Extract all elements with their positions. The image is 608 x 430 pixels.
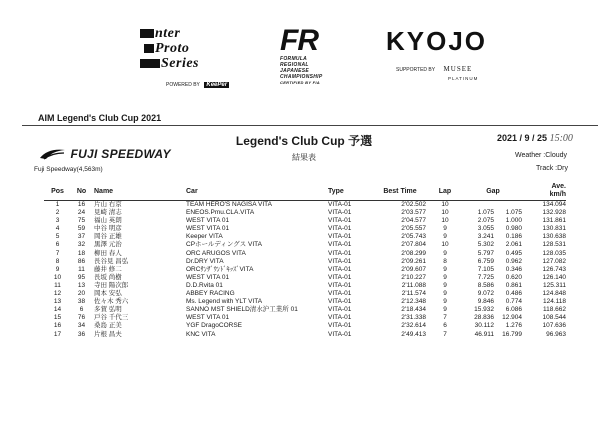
cell-name: 黒澤 元治 [94,241,122,249]
cell-lap: 6 [443,322,447,330]
cell-car: KNC VITA [186,330,216,338]
col-lap: Lap [426,182,464,201]
cell-pos: 14 [53,306,62,314]
cell-pos: 13 [53,298,62,306]
cell-name: 寺田 陽次郎 [94,281,129,289]
cell-best: 2'05.743 [401,233,426,241]
cell-lap: 9 [443,233,447,241]
cell-ave: 127.082 [542,257,566,265]
cell-name: 岡本 安弘 [94,290,122,298]
cell-no: 75 [77,217,86,225]
cell-gap1: 5.797 [477,249,494,257]
cell-type: VITA-01 [328,217,352,225]
table-row [44,266,566,274]
cell-type: VITA-01 [328,298,352,306]
cell-pos: 2 [55,209,60,217]
cell-gap1: 30.112 [474,322,494,330]
cell-ave: 128.531 [542,241,566,249]
cell-best: 2'03.577 [401,209,426,217]
cell-gap1: 3.055 [477,225,494,233]
cell-no: 20 [77,290,86,298]
cell-no: 18 [77,249,86,257]
fuji-speedway-logo: FUJI SPEEDWAY [38,145,171,161]
cell-car: ABBEY RACING [186,290,235,298]
cell-name: 桑島 正美 [94,322,122,330]
cell-type: VITA-01 [328,322,352,330]
cell-gap1: 9.072 [477,290,494,298]
cell-name: 戸谷 千代三 [94,314,129,322]
cell-gap2: 0.346 [505,265,522,273]
cell-lap: 7 [443,314,447,322]
cell-no: 32 [77,241,86,249]
cell-gap2: 16.799 [502,330,522,338]
cell-best: 2'49.413 [401,330,426,338]
cell-ave: 107.636 [542,322,566,330]
cell-lap: 10 [441,209,449,217]
cell-lap: 7 [443,330,447,338]
cell-name: 藤井 修二 [94,265,122,273]
col-no: No [71,182,92,201]
cell-type: VITA-01 [328,225,352,233]
cell-gap2: 0.861 [505,281,522,289]
cell-best: 2'05.557 [401,225,426,233]
cell-no: 24 [77,209,86,217]
cell-no: 6 [79,306,84,314]
cell-gap1 [464,201,494,210]
cell-gap1: 46.911 [474,330,494,338]
cell-pos: 6 [55,241,60,249]
cell-no: 36 [77,330,86,338]
cell-gap1: 15.932 [474,306,494,314]
event-name: AIM Legend's Club Cup 2021 [38,113,162,123]
cell-type: VITA-01 [328,257,352,265]
cell-type: VITA-01 [328,249,352,257]
cell-type: VITA-01 [328,290,352,298]
col-car: Car [186,182,328,201]
cell-lap: 9 [443,249,447,257]
cell-lap: 9 [443,281,447,289]
table-row [44,298,566,306]
cell-gap1: 1.075 [477,209,494,217]
cell-ave: 130.638 [542,233,566,241]
cell-gap2 [494,201,522,210]
track-condition: Track :Dry [536,165,569,172]
cell-name: 多賀 弘明 [94,306,122,314]
cell-car: WEST VITA 01 [186,225,230,233]
cell-lap: 10 [441,201,449,208]
cell-gap2: 0.495 [505,249,522,257]
cell-lap: 9 [443,273,447,281]
cell-lap: 8 [443,257,447,265]
cell-best: 2'12.348 [401,298,426,306]
subtitle: 結果表 [292,153,316,162]
weather: Weather :Cloudy [515,152,568,159]
cell-pos: 8 [55,257,60,265]
cell-car: ORC ARUGOS VITA [186,249,246,257]
col-type: Type [328,182,374,201]
cell-gap1: 3.241 [477,233,494,241]
cell-gap2: 0.980 [505,225,522,233]
cell-ave: 96.963 [546,330,566,338]
cell-type: VITA-01 [328,241,352,249]
cell-pos: 16 [53,322,62,330]
cell-lap: 9 [443,265,447,273]
cell-name: 片根 昌夫 [94,330,122,338]
col-best-time: Best Time [374,182,426,201]
cell-ave: 134.094 [542,201,566,208]
cell-no: 13 [77,281,86,289]
cell-gap2: 0.486 [505,290,522,298]
table-row [44,290,566,298]
cell-car: ENEOS.Pmu.CLA.VITA [186,209,255,217]
cell-ave: 126.743 [542,265,566,273]
cell-no: 16 [77,201,86,208]
cell-lap: 9 [443,298,447,306]
cell-pos: 7 [55,249,60,257]
cell-best: 2'09.607 [401,265,426,273]
table-row [44,258,566,266]
cell-gap1: 8.586 [477,281,494,289]
date [497,133,573,144]
cell-best: 2'10.227 [401,273,426,281]
cell-type: VITA-01 [328,273,352,281]
cell-pos: 11 [54,281,61,289]
cell-pos: 1 [55,201,60,208]
cell-ave: 131.861 [542,217,566,225]
cell-pos: 9 [55,265,60,273]
cell-pos: 12 [53,290,62,298]
cell-pos: 3 [55,217,60,225]
fr-championship-logo: FR FORMULA REGIONAL JAPANESE CHAMPIONSHIP CERTIFIED BY FIA [280,24,323,85]
cell-type: VITA-01 [328,306,352,314]
cell-gap2: 2.061 [505,241,522,249]
divider [22,125,598,126]
table-row [44,209,566,217]
cell-type: VITA-01 [328,281,352,289]
col-pos: Pos [44,182,71,201]
cell-gap2: 1.075 [505,209,522,217]
cell-type: VITA-01 [328,201,352,208]
cell-car: WEST VITA 01 [186,217,230,225]
cell-name: 福山 英朗 [94,217,122,225]
cell-best: 2'02.502 [401,201,426,208]
cell-name: 見崎 清志 [94,209,122,217]
table-row [44,250,566,258]
cell-car: ORCｻﾝｻﾞｳﾝﾄﾞｷｯｽﾞVITA [186,265,254,273]
cell-name: 岡谷 正雄 [94,233,122,241]
results-table [44,182,566,339]
cell-best: 2'09.261 [401,257,426,265]
inter-proto-series-logo: nter Proto Series POWERED BY KeePer [140,26,240,106]
cell-gap1: 7.105 [477,265,494,273]
table-row [44,314,566,322]
cell-lap: 10 [441,217,449,225]
cell-gap2: 0.186 [505,233,522,241]
cell-best: 2'04.577 [401,217,426,225]
cell-no: 34 [77,322,86,330]
cell-car: YGF DragoCORSE [186,322,242,330]
cell-type: VITA-01 [328,233,352,241]
cell-ave: 125.311 [542,281,566,289]
table-header-row [44,182,566,201]
kyojo-logo: KYOJO SUPPORTED BY MUSEE PLATINUM [386,26,488,81]
cell-pos: 4 [55,225,60,233]
cell-name: 中谷 明彦 [94,225,122,233]
table-row [44,282,566,290]
cell-gap2: 0.962 [505,257,522,265]
cell-no: 76 [77,314,86,322]
cell-ave: 128.035 [542,249,566,257]
table-row [44,225,566,233]
col-ave: Ave. km/h [522,182,566,201]
date-handwritten-time: 15:00 [549,133,573,144]
cell-name: 佐々木 秀六 [94,298,129,306]
cell-ave: 132.928 [542,209,566,217]
cell-ave: 118.662 [542,306,566,314]
cell-gap2: 1.276 [505,322,522,330]
cell-no: 11 [78,265,85,273]
cell-name: 柳田 春人 [94,249,122,257]
cell-no: 37 [77,233,86,241]
cell-car: SANNO MST SHIELD清水沪工業所 01 [186,306,298,314]
cell-best: 2'07.804 [401,241,426,249]
cell-ave: 108.544 [542,314,566,322]
cell-ave: 124.118 [542,298,566,306]
cell-name: 長坂 尚樹 [94,273,122,281]
cell-pos: 15 [53,314,62,322]
cell-best: 2'18.434 [401,306,426,314]
cell-car: Keeper VITA [186,233,223,241]
cell-pos: 5 [55,233,60,241]
col-name: Name [92,182,186,201]
cell-car: Ms. Legend with YLT VITA [186,298,263,306]
cell-lap: 9 [443,225,447,233]
cell-gap2: 12.904 [502,314,522,322]
cell-no: 86 [77,257,86,265]
page-title: Legend's Club Cup 予選 [235,134,373,148]
cell-type: VITA-01 [328,265,352,273]
cell-no: 38 [77,298,86,306]
cell-no: 95 [77,273,86,281]
cell-no: 59 [77,225,86,233]
table-row [44,233,566,241]
cell-gap2: 0.774 [505,298,522,306]
col-gap: Gap [464,182,522,201]
cell-name: 長谷見 昌弘 [94,257,129,265]
cell-gap2: 1.000 [505,217,522,225]
cell-gap1: 5.302 [477,241,494,249]
cell-best: 2'11.088 [401,281,426,289]
circuit-name: Fuji Speedway(4,563m) [34,166,103,173]
table-row [44,201,566,210]
table-row [44,331,566,339]
table-row [44,217,566,225]
cell-car: WEST VITA 01 [186,314,230,322]
cell-name: 片山 右京 [94,201,122,208]
cell-lap: 9 [443,290,447,298]
cell-gap1: 7.725 [477,273,494,281]
cell-gap1: 2.075 [477,217,494,225]
cell-type: VITA-01 [328,314,352,322]
cell-best: 2'31.338 [401,314,426,322]
cell-gap2: 6.086 [505,306,522,314]
cell-ave: 124.848 [542,290,566,298]
date-printed: 2021 / 9 / 25 [497,133,548,143]
cell-car: D.D.Rvita 01 [186,281,223,289]
cell-best: 2'32.614 [401,322,426,330]
cell-gap1: 28.836 [474,314,494,322]
cell-car: WEST VITA 01 [186,273,230,281]
cell-type: VITA-01 [328,209,352,217]
cell-car: Dr.DRY VITA [186,257,224,265]
cell-ave: 126.140 [542,273,566,281]
cell-car: CPホールディングス VITA [186,241,262,249]
cell-gap1: 6.759 [477,257,494,265]
table-row [44,322,566,330]
table-row [44,241,566,249]
cell-lap: 10 [441,241,449,249]
cell-pos: 10 [53,273,62,281]
cell-ave: 130.831 [542,225,566,233]
cell-gap2: 0.620 [505,273,522,281]
table-row [44,274,566,282]
cell-best: 2'11.574 [401,290,426,298]
cell-lap: 9 [443,306,447,314]
cell-car: TEAM HERO'S NAGISA VITA [186,201,272,208]
cell-best: 2'08.299 [401,249,426,257]
cell-pos: 17 [53,330,62,338]
cell-type: VITA-01 [328,330,352,338]
cell-gap1: 9.846 [477,298,494,306]
